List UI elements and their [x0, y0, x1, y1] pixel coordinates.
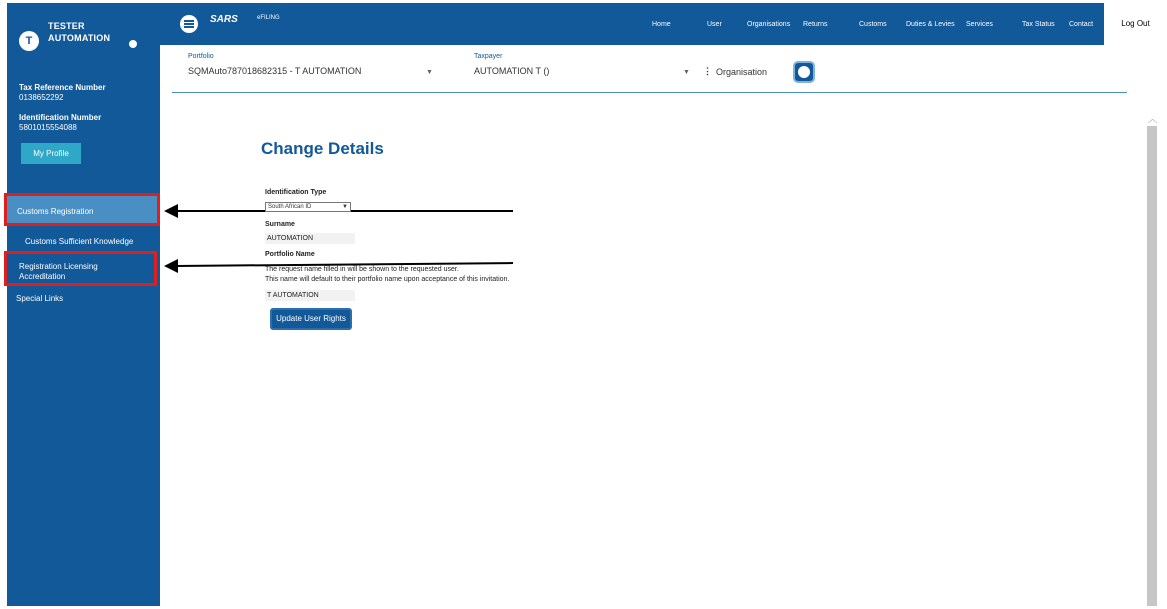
sidebar-item-label-line1: Registration Licensing: [19, 262, 98, 271]
taxpayer-select[interactable]: AUTOMATION T (): [474, 66, 550, 76]
tax-ref-value: 0138652292: [19, 93, 64, 102]
chevron-down-icon[interactable]: ▼: [426, 69, 433, 76]
portfolio-name-note-line2: This name will default to their portfolio name upon acceptance of this invitation.: [265, 276, 510, 283]
my-profile-button[interactable]: My Profile: [21, 143, 81, 164]
page-title: Change Details: [261, 139, 384, 158]
sidebar-item-label: Customs Registration: [17, 207, 94, 216]
user-status-icon[interactable]: [129, 40, 137, 48]
nav-contact[interactable]: Contact: [1069, 21, 1094, 28]
portfolio-name-note-line1: The request name filled in will be shown to the requested user.: [265, 266, 459, 273]
user-header: [7, 3, 160, 53]
update-user-rights-button[interactable]: Update User Rights: [270, 308, 352, 330]
portfolio-name-label: Portfolio Name: [265, 251, 315, 258]
user-name-line2: AUTOMATION: [48, 33, 111, 43]
sidebar-item-special-links[interactable]: Special Links: [16, 294, 64, 303]
surname-field[interactable]: AUTOMATION: [265, 233, 355, 244]
nav-home[interactable]: Home: [652, 21, 671, 28]
help-you-icon[interactable]: [793, 61, 815, 83]
id-type-label: Identification Type: [265, 189, 327, 196]
chevron-down-icon: ▼: [342, 204, 348, 210]
sidebar: [7, 3, 160, 606]
nav-user[interactable]: User: [707, 21, 722, 28]
sidebar-item-label-line2: Accreditation: [19, 272, 66, 281]
nav-returns[interactable]: Returns: [803, 21, 828, 28]
avatar[interactable]: T: [19, 31, 39, 51]
nav-customs[interactable]: Customs: [859, 21, 887, 28]
nav-duties-levies[interactable]: Duties & Levies: [906, 21, 955, 28]
id-number-label: Identification Number: [19, 113, 102, 122]
tax-ref-label: Tax Reference Number: [19, 83, 106, 92]
hamburger-menu-icon[interactable]: [180, 15, 198, 33]
logout-button[interactable]: Log Out: [1104, 3, 1167, 45]
id-type-select[interactable]: [265, 202, 351, 212]
nav-services[interactable]: Services: [966, 21, 993, 28]
taxpayer-label: Taxpayer: [474, 53, 503, 60]
scroll-up-icon[interactable]: ︿: [1148, 114, 1158, 124]
nav-organisations[interactable]: Organisations: [747, 21, 791, 28]
more-vertical-icon[interactable]: ⋮: [703, 66, 712, 76]
efiling-logo: eFILING: [257, 15, 280, 21]
organisation-link[interactable]: Organisation: [716, 67, 768, 77]
portfolio-divider: [172, 92, 1127, 93]
chevron-down-icon[interactable]: ▼: [683, 69, 690, 76]
user-name-line1: TESTER: [48, 21, 85, 31]
portfolio-label: Portfolio: [188, 53, 214, 60]
sidebar-item-customs-sufficient-knowledge[interactable]: Customs Sufficient Knowledge: [25, 237, 134, 246]
surname-label: Surname: [265, 221, 295, 228]
portfolio-select[interactable]: SQMAuto787018682315 - T AUTOMATION: [188, 66, 362, 76]
portfolio-name-field[interactable]: T AUTOMATION: [265, 290, 355, 301]
top-nav-bar: [160, 3, 1167, 45]
highlight-box-registration-licensing: [4, 251, 157, 286]
sars-logo[interactable]: SARS: [210, 14, 238, 25]
highlight-box-customs-registration: [4, 193, 160, 226]
scrollbar[interactable]: [1147, 126, 1157, 606]
id-number-value: 5801015554088: [19, 123, 77, 132]
nav-tax-status[interactable]: Tax Status: [1022, 21, 1055, 28]
id-type-value: South African ID: [268, 204, 312, 210]
